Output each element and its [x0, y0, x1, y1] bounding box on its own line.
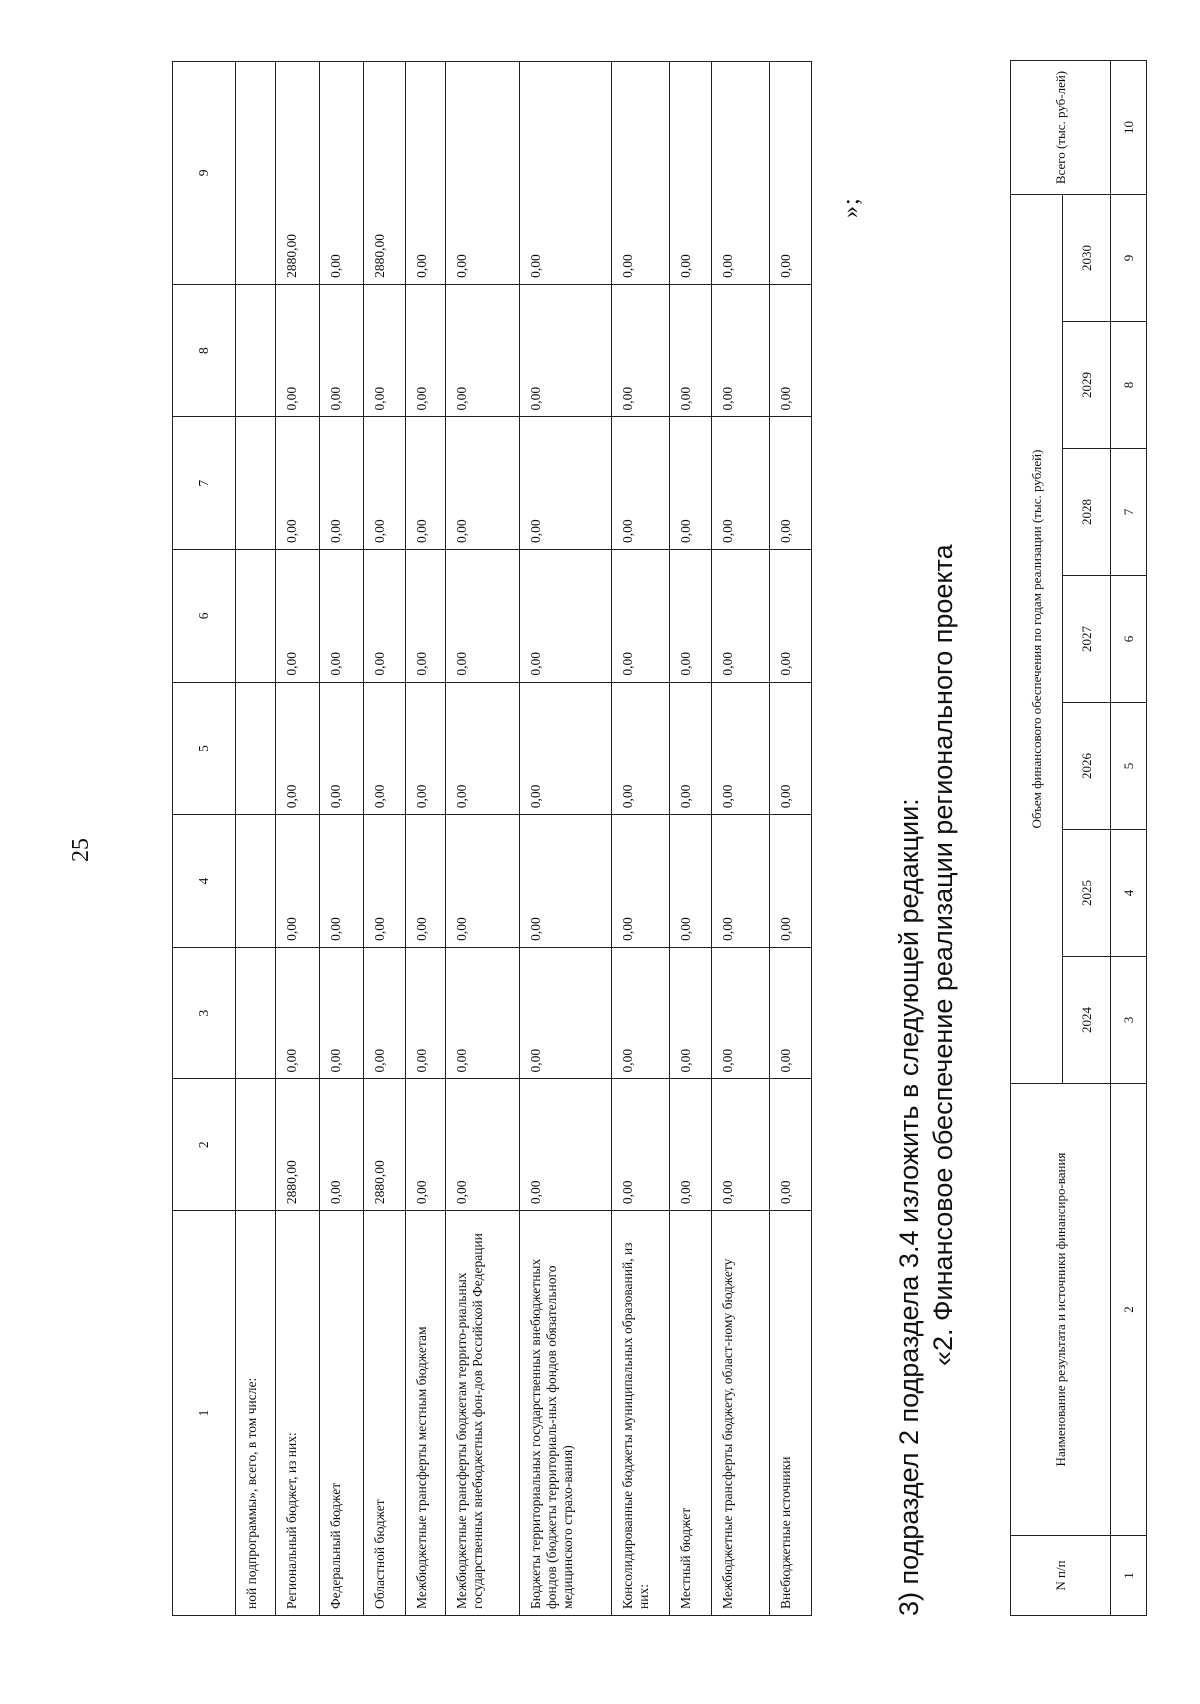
- amount-cell: 0,00: [520, 1079, 612, 1211]
- amount-cell: 0,00: [364, 550, 406, 683]
- funding-table-continued: [172, 61, 812, 1616]
- amount-cell: 0,00: [712, 550, 770, 683]
- amount-cell: 0,00: [406, 1079, 446, 1211]
- amount-cell: [236, 1079, 276, 1211]
- column-number: 10: [1111, 61, 1147, 195]
- amount-cell: 2880,00: [364, 1079, 406, 1211]
- column-number: 8: [1111, 322, 1147, 449]
- table-row: [236, 62, 276, 1616]
- amount-cell: 0,00: [612, 1079, 670, 1211]
- amount-cell: 0,00: [670, 682, 712, 815]
- amount-cell: 0,00: [520, 550, 612, 683]
- amount-cell: 0,00: [364, 417, 406, 550]
- amount-cell: [236, 62, 276, 285]
- amount-cell: 0,00: [320, 417, 364, 550]
- amount-cell: 0,00: [276, 284, 320, 417]
- column-number: 4: [1111, 830, 1147, 957]
- column-number: 2: [1111, 1084, 1147, 1536]
- column-number: 1: [1111, 1536, 1147, 1616]
- amount-cell: 0,00: [446, 550, 520, 683]
- amount-cell: 0,00: [406, 682, 446, 815]
- amount-cell: 0,00: [612, 815, 670, 948]
- amount-cell: [236, 815, 276, 948]
- section-title: «2. Финансовое обеспечение реализации регионального проекта: [928, 544, 958, 1366]
- source-name-cell: Консолидированные бюджеты муниципальных образований, из них:: [612, 1211, 670, 1616]
- year-header: 2027: [1063, 576, 1111, 703]
- amount-cell: 0,00: [770, 1079, 812, 1211]
- amount-cell: 0,00: [520, 947, 612, 1079]
- funding-rows: [236, 62, 812, 1616]
- column-number: 3: [1111, 957, 1147, 1084]
- amount-cell: 0,00: [446, 682, 520, 815]
- column-number: 7: [173, 417, 236, 550]
- column-number: 5: [173, 682, 236, 815]
- amount-cell: [236, 947, 276, 1079]
- closing-quote-mark: »;: [838, 197, 864, 218]
- amount-cell: 0,00: [406, 417, 446, 550]
- table-row: [670, 62, 712, 1616]
- amount-cell: 0,00: [446, 815, 520, 948]
- table-row: [276, 62, 320, 1616]
- amount-cell: 0,00: [670, 550, 712, 683]
- column-number: 6: [173, 550, 236, 683]
- column-number: 5: [1111, 703, 1147, 830]
- col-header-total: Всего (тыс. руб-лей): [1011, 61, 1111, 195]
- amount-cell: 0,00: [712, 417, 770, 550]
- amount-cell: 0,00: [364, 682, 406, 815]
- amount-cell: 0,00: [670, 417, 712, 550]
- year-header: 2029: [1063, 322, 1111, 449]
- year-header: 2028: [1063, 449, 1111, 576]
- amount-cell: 0,00: [712, 947, 770, 1079]
- source-name-cell: Межбюджетные трансферты местным бюджетам: [406, 1211, 446, 1616]
- column-number: 1: [173, 1211, 236, 1616]
- amount-cell: 0,00: [770, 550, 812, 683]
- amount-cell: 0,00: [320, 947, 364, 1079]
- amount-cell: 0,00: [712, 1079, 770, 1211]
- amount-cell: 0,00: [612, 682, 670, 815]
- amendment-instruction: 3) подраздел 2 подраздела 3.4 изложить в следующей редакции:: [894, 798, 924, 1616]
- amount-cell: 0,00: [670, 815, 712, 948]
- column-number: 8: [173, 284, 236, 417]
- amount-cell: 0,00: [364, 947, 406, 1079]
- amount-cell: [236, 550, 276, 683]
- amount-cell: 0,00: [406, 550, 446, 683]
- amount-cell: 0,00: [770, 62, 812, 285]
- amount-cell: 0,00: [770, 284, 812, 417]
- amount-cell: 0,00: [276, 947, 320, 1079]
- col-header-name: Наименование результата и источники финансиро-вания: [1011, 1084, 1111, 1536]
- column-number-row: [173, 62, 236, 1616]
- amount-cell: 0,00: [712, 682, 770, 815]
- column-number: 6: [1111, 576, 1147, 703]
- year-header: 2030: [1063, 195, 1111, 322]
- column-number: 9: [173, 62, 236, 285]
- amount-cell: 0,00: [712, 62, 770, 285]
- amount-cell: [236, 682, 276, 815]
- amount-cell: 0,00: [520, 62, 612, 285]
- source-name-cell: Региональный бюджет, из них:: [276, 1211, 320, 1616]
- amount-cell: 0,00: [446, 284, 520, 417]
- col-header-number: N п/п: [1011, 1536, 1111, 1616]
- amount-cell: 0,00: [406, 62, 446, 285]
- year-header: 2025: [1063, 830, 1111, 957]
- amount-cell: 0,00: [670, 947, 712, 1079]
- col-header-volume: Объем финансового обеспечения по годам реализации (тыс. рублей): [1011, 195, 1063, 1084]
- column-number: 7: [1111, 449, 1147, 576]
- amount-cell: 0,00: [364, 815, 406, 948]
- table-row: [406, 62, 446, 1616]
- amount-cell: 0,00: [446, 417, 520, 550]
- amount-cell: 0,00: [712, 284, 770, 417]
- amount-cell: 0,00: [320, 550, 364, 683]
- amount-cell: 0,00: [320, 284, 364, 417]
- amount-cell: 0,00: [612, 550, 670, 683]
- amount-cell: 0,00: [520, 417, 612, 550]
- amount-cell: 0,00: [406, 284, 446, 417]
- amount-cell: 0,00: [770, 417, 812, 550]
- amount-cell: 0,00: [670, 62, 712, 285]
- table-row: [712, 62, 770, 1616]
- column-number-row: [1111, 61, 1147, 1616]
- amount-cell: 0,00: [320, 682, 364, 815]
- column-number: 4: [173, 815, 236, 948]
- table-row: [446, 62, 520, 1616]
- amount-cell: 0,00: [670, 284, 712, 417]
- source-name-cell: Областной бюджет: [364, 1211, 406, 1616]
- source-name-cell: Межбюджетные трансферты бюджету, област-ному бюджету: [712, 1211, 770, 1616]
- amount-cell: 0,00: [770, 947, 812, 1079]
- year-header: 2024: [1063, 957, 1111, 1084]
- source-name-cell: Бюджеты территориальных государственных внебюджетных фондов (бюджеты территориаль-ных фондов обязательного медицинского страхо-вания): [520, 1211, 612, 1616]
- amount-cell: 0,00: [770, 815, 812, 948]
- amount-cell: 0,00: [446, 1079, 520, 1211]
- source-name-cell: ной подпрограммы», всего, в том числе:: [236, 1211, 276, 1616]
- amount-cell: [236, 284, 276, 417]
- amount-cell: 0,00: [406, 947, 446, 1079]
- column-number: 3: [173, 947, 236, 1079]
- amount-cell: 0,00: [276, 417, 320, 550]
- amount-cell: 2880,00: [364, 62, 406, 285]
- amount-cell: 0,00: [670, 1079, 712, 1211]
- source-name-cell: Местный бюджет: [670, 1211, 712, 1616]
- amount-cell: [236, 417, 276, 550]
- source-name-cell: Внебюджетные источники: [770, 1211, 812, 1616]
- amount-cell: 0,00: [612, 284, 670, 417]
- amount-cell: 2880,00: [276, 62, 320, 285]
- amount-cell: 0,00: [364, 284, 406, 417]
- table-row: [770, 62, 812, 1616]
- amount-cell: 0,00: [712, 815, 770, 948]
- source-name-cell: Федеральный бюджет: [320, 1211, 364, 1616]
- amount-cell: 0,00: [446, 62, 520, 285]
- amount-cell: 0,00: [320, 815, 364, 948]
- amount-cell: 0,00: [612, 62, 670, 285]
- amount-cell: 0,00: [320, 62, 364, 285]
- source-name-cell: Межбюджетные трансферты бюджетам террито-риальных государственных внебюджетных фон-дов Российской Федерации: [446, 1211, 520, 1616]
- amount-cell: 0,00: [520, 682, 612, 815]
- amount-cell: 0,00: [446, 947, 520, 1079]
- amount-cell: 2880,00: [276, 1079, 320, 1211]
- amount-cell: 0,00: [520, 815, 612, 948]
- table-row: [320, 62, 364, 1616]
- year-header: 2026: [1063, 703, 1111, 830]
- funding-table-header: [1010, 60, 1147, 1616]
- column-number: 2: [173, 1079, 236, 1211]
- table-row: [364, 62, 406, 1616]
- amount-cell: 0,00: [276, 815, 320, 948]
- amount-cell: 0,00: [320, 1079, 364, 1211]
- amount-cell: 0,00: [406, 815, 446, 948]
- page-number: 25: [68, 838, 94, 862]
- amount-cell: 0,00: [612, 417, 670, 550]
- amount-cell: 0,00: [276, 550, 320, 683]
- table-row: [612, 62, 670, 1616]
- amount-cell: 0,00: [612, 947, 670, 1079]
- amount-cell: 0,00: [770, 682, 812, 815]
- table-row: [520, 62, 612, 1616]
- column-number: 9: [1111, 195, 1147, 322]
- amount-cell: 0,00: [276, 682, 320, 815]
- amount-cell: 0,00: [520, 284, 612, 417]
